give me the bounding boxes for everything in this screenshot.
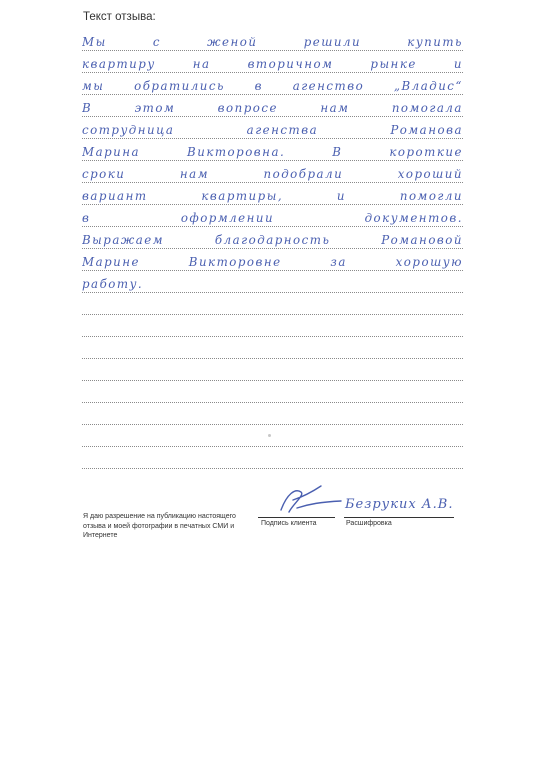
signature-caption: Подпись клиента bbox=[261, 520, 317, 527]
dotted-rule bbox=[82, 248, 463, 249]
scan-speck bbox=[268, 434, 271, 437]
form-heading: Текст отзыва: bbox=[83, 11, 156, 23]
review-line: Марине Викторовне за хорошую bbox=[82, 255, 463, 269]
review-line: работу. bbox=[82, 277, 144, 291]
decoding-value: Безруких А.В. bbox=[345, 497, 454, 512]
review-line: мы обратились в агенство „Владис“ bbox=[82, 79, 463, 93]
review-line: Марина Викторовна. В короткие bbox=[82, 145, 463, 159]
dotted-rule bbox=[82, 402, 463, 403]
dotted-rule bbox=[82, 424, 463, 425]
review-line: сотрудница агенства Романова bbox=[82, 123, 463, 137]
review-line: квартиру на вторичном рынке и bbox=[82, 57, 463, 71]
signature-line bbox=[258, 517, 335, 518]
dotted-rule bbox=[82, 314, 463, 315]
dotted-rule bbox=[82, 50, 463, 51]
consent-text: Я даю разрешение на публикацию настоящего отзыва и моей фотографии в печатных СМИ и Интернете bbox=[83, 513, 236, 539]
dotted-rule bbox=[82, 468, 463, 469]
dotted-rule bbox=[82, 446, 463, 447]
dotted-rule bbox=[82, 292, 463, 293]
review-line: В этом вопросе нам помогала bbox=[82, 101, 463, 115]
decoding-line bbox=[344, 517, 454, 518]
dotted-rule bbox=[82, 204, 463, 205]
review-line: вариант квартиры, и помогли bbox=[82, 189, 463, 203]
review-line: сроки нам подобрали хороший bbox=[82, 167, 463, 181]
dotted-rule bbox=[82, 270, 463, 271]
dotted-rule bbox=[82, 182, 463, 183]
decoding-caption: Расшифровка bbox=[346, 520, 392, 527]
dotted-rule bbox=[82, 116, 463, 117]
review-line: Выражаем благодарность Романовой bbox=[82, 233, 463, 247]
review-line: в оформлении документов. bbox=[82, 211, 463, 225]
review-line: Мы с женой решили купить bbox=[82, 35, 463, 49]
dotted-rule bbox=[82, 380, 463, 381]
client-signature bbox=[275, 482, 345, 518]
dotted-rule bbox=[82, 226, 463, 227]
dotted-rule bbox=[82, 160, 463, 161]
dotted-rule bbox=[82, 72, 463, 73]
review-lines bbox=[82, 0, 463, 768]
dotted-rule bbox=[82, 336, 463, 337]
dotted-rule bbox=[82, 138, 463, 139]
dotted-rule bbox=[82, 358, 463, 359]
dotted-rule bbox=[82, 94, 463, 95]
